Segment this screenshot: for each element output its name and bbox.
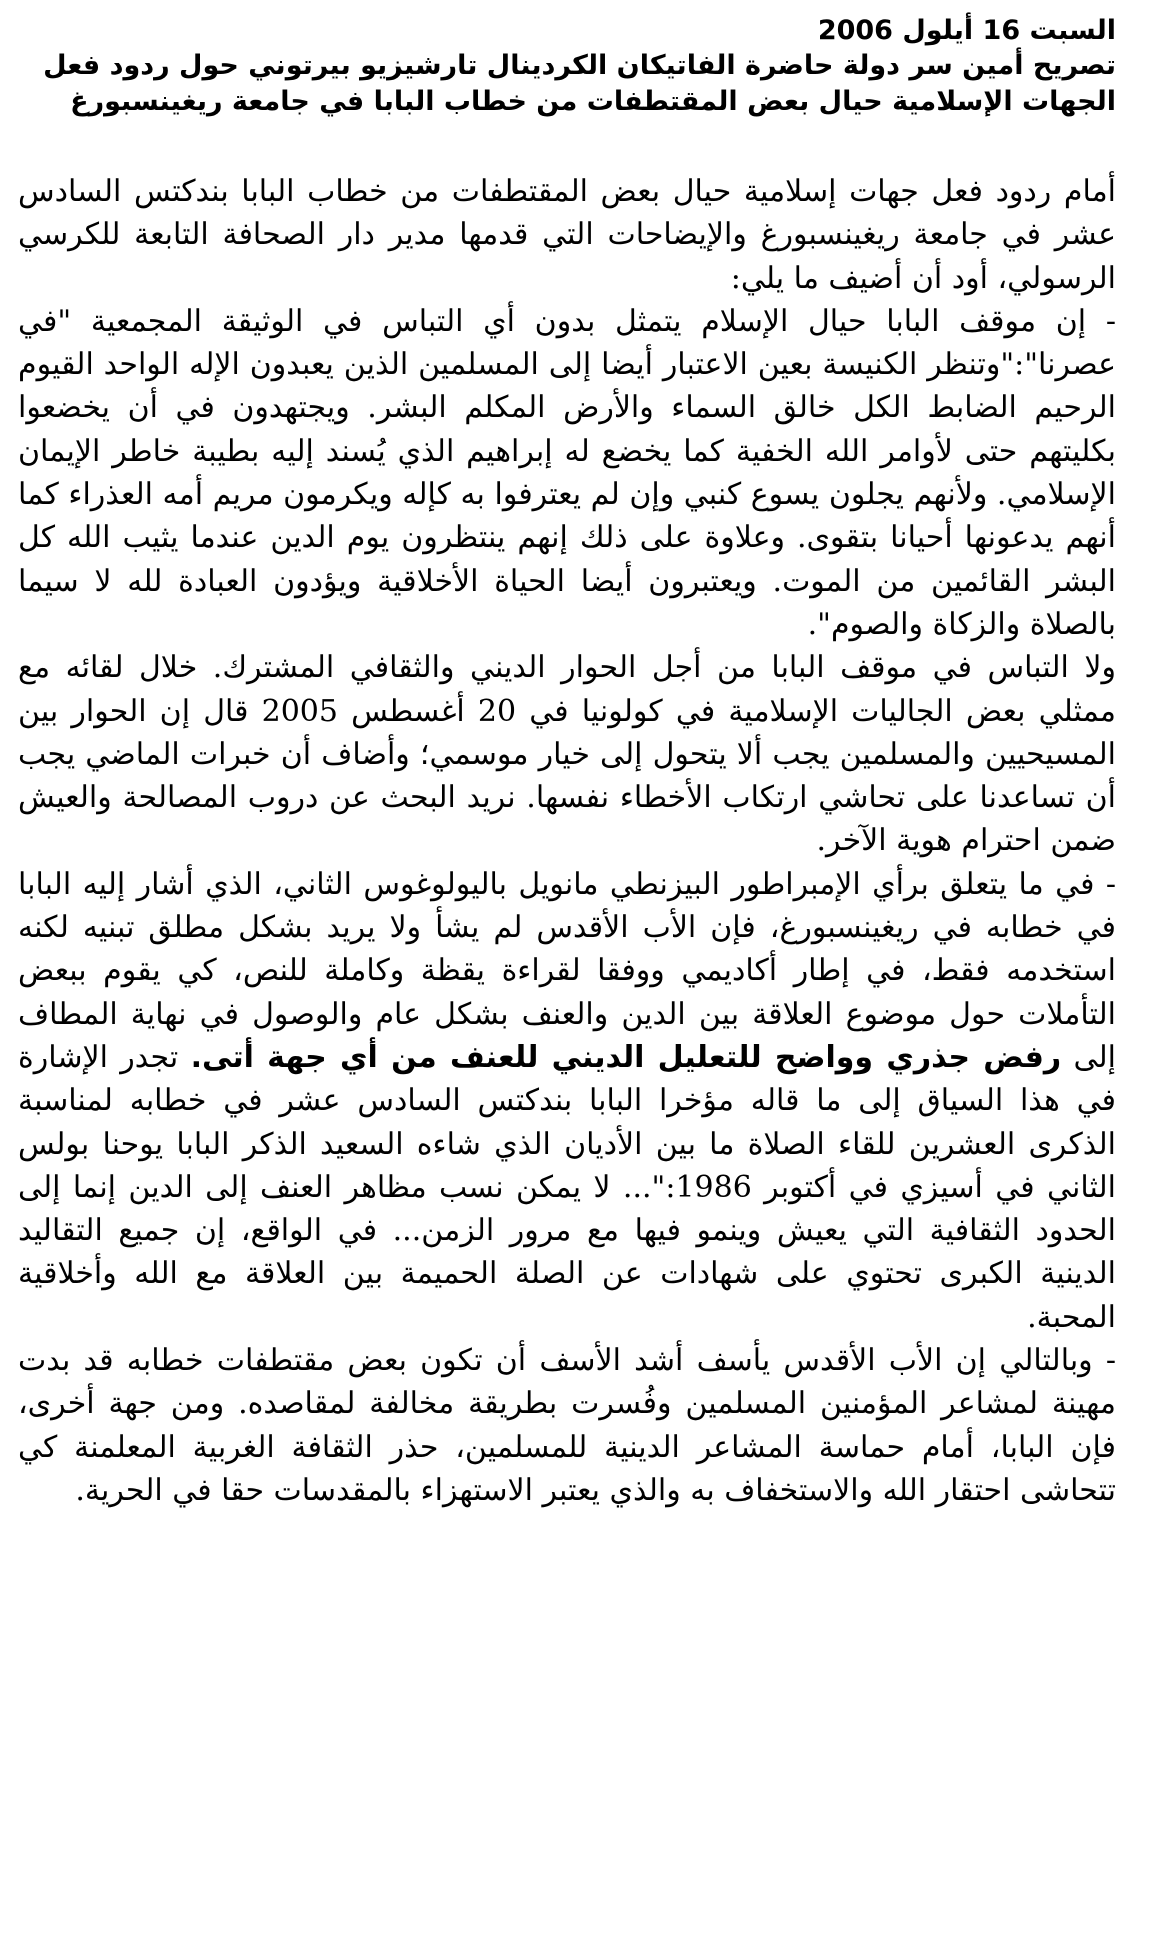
- paragraph-nostra-aetate: - إن موقف البابا حيال الإسلام يتمثل بدون أي التباس في الوثيقة المجمعية "في عصرنا":"وتنظر الكنيسة بعين الاعتبار أيضا إلى المسلمين الذين يعبدون الإله الواحد القيوم الرحيم الضابط الكل خالق السماء والأرض المكلم البشر. ويجتهدون في أن يخضعوا بكليتهم حتى لأوامر الله الخفية كما يخضع له إبراهيم الذي يُسند إليه بطيبة خاطر الإيمان الإسلامي. ولأنهم يجلون يسوع كنبي وإن لم يعترفوا به كإله ويكرمون مريم أمه العذراء كما أنهم يدعونها أحيانا بتقوى. وعلاوة على ذلك إنهم ينتظرون يوم الدين عندما يثيب الله كل البشر القائمين من الموت. ويعتبرون أيضا الحياة الأخلاقية ويؤدون العبادة لله لا سيما بالصلاة والزكاة والصوم".: [18, 303, 1116, 642]
- paragraph-dialogue: ولا التباس في موقف البابا من أجل الحوار الديني والثقافي المشترك. خلال لقائه مع ممثلي بعض الجاليات الإسلامية في كولونيا في 20 أغسطس 2005 قال إن الحوار بين المسيحيين والمسلمين يجب ألا يتحول إلى خيار موسمي؛ وأضاف أن خبرات الماضي يجب أن تساعدنا على تحاشي ارتكاب الأخطاء نفسها. نريد البحث عن دروب المصالحة والعيش ضمن احترام هوية الآخر.: [18, 650, 1116, 859]
- document-body: [18, 170, 1116, 1512]
- paragraph-text-run: تجدر الإشارة في هذا السياق إلى ما قاله مؤخرا البابا بندكتس السادس عشر في خطابه لمناسبة الذكرى العشرين للقاء الصلاة ما بين الأديان الذي شاءه السعيد الذكر البابا يوحنا بولس الثاني في أسيزي في أكتوبر 1986:"... لا يمكن نسب مظاهر العنف إلى الدين إنما إلى الحدود الثقافية التي يعيش وينمو فيها مع مرور الزمن... في الواقع، إن جميع التقاليد الدينية الكبرى تحتوي على شهادات عن الصلة الحميمة بين العلاقة مع الله وأخلاقية المحبة.: [18, 1039, 1117, 1335]
- paragraph-regret: - وبالتالي إن الأب الأقدس يأسف أشد الأسف أن تكون بعض مقتطفات خطابه قد بدت مهينة لمشاعر المؤمنين المسلمين وفُسرت بطريقة مخالفة لمقاصده. ومن جهة أخرى، فإن البابا، أمام حماسة المشاعر الدينية للمسلمين، حذر الثقافة الغربية المعلمنة كي تتحاشى احتقار الله والاستخفاف به والذي يعتبر الاستهزاء بالمقدسات حقا في الحرية.: [18, 1343, 1116, 1508]
- document-date: السبت 16 أيلول 2006: [817, 15, 1116, 46]
- paragraph-text-run: - في ما يتعلق برأي الإمبراطور البيزنطي مانويل باليولوغوس الثاني، الذي أشار إليه البابا في خطابه في ريغينسبورغ، فإن الأب الأقدس لم يشأ ولا يريد بشكل مطلق تبنيه لكنه استخدمه فقط، في إطار أكاديمي ووفقا لقراءة يقظة وكاملة للنص، كي يقوم ببعض التأملات حول موضوع العلاقة بين الدين والعنف بشكل عام والوصول في نهاية المطاف إلى: [18, 866, 1116, 1075]
- paragraph-manuel-palaeologus: [18, 863, 1116, 1339]
- paragraph-intro: أمام ردود فعل جهات إسلامية حيال بعض المقتطفات من خطاب البابا بندكتس السادس عشر في جامعة ريغينسبورغ والإيضاحات التي قدمها مدير دار الصحافة التابعة للكرسي الرسولي، أود أن أضيف ما يلي:: [18, 174, 1116, 296]
- document-title: تصريح أمين سر دولة حاضرة الفاتيكان الكردينال تارشيزيو بيرتوني حول ردود فعل الجهات الإسلامية حيال بعض المقتطفات من خطاب البابا في جامعة ريغينسبورغ: [43, 50, 1116, 117]
- document: [18, 14, 1116, 1512]
- emphasized-statement: رفض جذري وواضح للتعليل الديني للعنف من أي جهة أتى.: [190, 1039, 1062, 1075]
